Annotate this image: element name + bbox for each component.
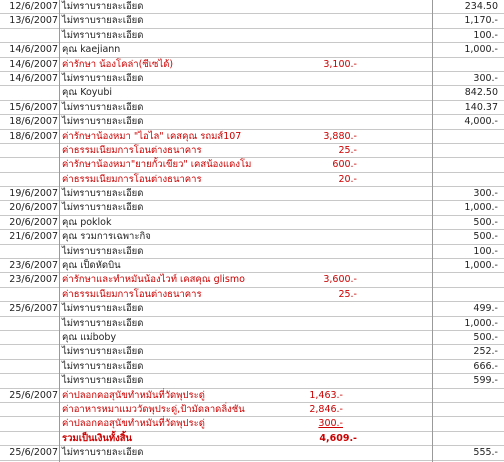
table-row [0,86,504,100]
income-amount-cell: 300.- [473,188,498,200]
description-cell: ค่ารักษาน้องหมา"ยายกั้วเขียว" เคสน้องแดงโม [62,159,252,171]
description-cell: ไม่ทราบรายละเอียด [62,101,144,113]
expense-amount-cell: 20.- [338,173,357,185]
income-amount-cell: 500.- [473,331,498,343]
description-cell: ไม่ทราบรายละเอียด [62,447,144,459]
income-amount-cell: 842.50 [464,87,498,99]
income-amount-cell: 100.- [473,245,498,257]
table-row [0,245,504,259]
description-cell: ค่าปลอกคอสุนัขทำหมันที่วัดพุประดู่ [62,389,205,401]
table-row [0,144,504,158]
table-row [0,115,504,129]
description-cell: คุณ Koyubi [62,87,113,99]
description-cell: คุณ รวมการเฉพาะกิจ [62,231,151,243]
description-cell: ไม่ทราบรายละเอียด [62,202,144,214]
income-amount-cell: 1,000.- [464,317,498,329]
amount-column-divider [432,0,433,462]
table-row [0,259,504,273]
date-cell: 20/6/2007 [9,202,58,214]
table-row [0,374,504,388]
description-cell: ค่ารักษาน้องหมา "ไอไล" เคสคุณ รถมส์107 [62,130,242,142]
income-amount-cell: 599.- [473,375,498,387]
table-row [0,345,504,359]
table-row [0,288,504,302]
date-cell: 25/6/2007 [9,389,58,401]
income-amount-cell: 1,000.- [464,44,498,56]
date-cell: 12/6/2007 [9,1,58,12]
description-cell: ค่าปลอกคอสุนัขทำหมันที่วัดพุประดู่ [62,418,205,430]
date-cell: 23/6/2007 [9,260,58,272]
description-cell: คุณ kaejiann [62,44,121,56]
table-row [0,446,504,460]
description-cell: ไม่ทราบรายละเอียด [62,317,144,329]
income-amount-cell: 499.- [473,303,498,315]
description-cell: ไม่ทราบรายละเอียด [62,29,144,41]
table-row [0,72,504,86]
income-amount-cell: 140.37 [464,101,498,113]
expense-amount-cell: 3,600.- [323,274,357,286]
table-row [0,201,504,215]
description-cell: ค่าธรรมเนียมการโอนต่างธนาคาร [62,288,202,300]
expense-amount-cell: 25.- [338,288,357,300]
table-row [0,302,504,316]
income-amount-cell: 1,000.- [464,260,498,272]
table-row [0,58,504,72]
table-row [0,0,504,14]
table-row [0,29,504,43]
table-row [0,403,504,417]
table-row [0,331,504,345]
date-cell: 19/6/2007 [9,188,58,200]
expense-amount-cell: 600.- [332,159,357,171]
table-row [0,187,504,201]
date-cell: 18/6/2007 [9,116,58,128]
description-cell: ไม่ทราบรายละเอียด [62,375,144,387]
description-cell: ไม่ทราบรายละเอียด [62,188,144,200]
description-cell: ไม่ทราบรายละเอียด [62,245,144,257]
description-cell: ค่าธรรมเนียมการโอนต่างธนาคาร [62,173,202,185]
description-cell: ไม่ทราบรายละเอียด [62,303,144,315]
expense-amount-cell: 3,880.- [323,130,357,142]
description-cell: ไม่ทราบรายละเอียด [62,116,144,128]
table-row [0,230,504,244]
income-amount-cell: 1,170.- [464,15,498,27]
date-cell: 21/6/2007 [9,231,58,243]
table-row [0,273,504,287]
income-amount-cell: 300.- [473,72,498,84]
date-cell: 14/6/2007 [9,58,58,70]
income-amount-cell: 555.- [473,447,498,459]
income-amount-cell: 252.- [473,346,498,358]
income-amount-cell: 666.- [473,360,498,372]
date-column-divider [59,0,60,462]
date-cell: 18/6/2007 [9,130,58,142]
table-row [0,389,504,403]
table-row [0,14,504,28]
date-cell: 13/6/2007 [9,15,58,27]
date-cell: 25/6/2007 [9,303,58,315]
description-cell: คุณ poklok [62,216,112,228]
sub-amount-cell: 300.- [318,418,343,430]
expense-amount-cell: 3,100.- [323,58,357,70]
description-cell: ไม่ทราบรายละเอียด [62,15,144,27]
description-cell: คุณ แม่boby [62,331,117,343]
income-amount-cell: 500.- [473,231,498,243]
expense-amount-cell: 4,609.- [319,432,357,444]
date-cell: 14/6/2007 [9,44,58,56]
income-amount-cell: 100.- [473,29,498,41]
table-row [0,360,504,374]
income-amount-cell: 4,000.- [464,116,498,128]
description-cell: ไม่ทราบรายละเอียด [62,1,144,12]
income-amount-cell: 500.- [473,216,498,228]
description-cell: ค่าอาหารหมาแมววัดพุประดู่,ป้ามัดลาดลิ่งชัน [62,403,245,415]
table-row [0,43,504,57]
income-amount-cell: 234.50 [464,1,498,12]
description-cell: ไม่ทราบรายละเอียด [62,360,144,372]
description-cell: ค่าธรรมเนียมการโอนต่างธนาคาร [62,144,202,156]
description-cell: รวมเป็นเงินทั้งสิ้น [62,432,133,444]
table-row [0,432,504,446]
date-cell: 15/6/2007 [9,101,58,113]
sub-amount-cell: 1,463.- [309,389,343,401]
table-row [0,417,504,431]
description-cell: ค่ารักษาและทำหมันน้องไวท์ เคสคุณ glismo [62,274,245,286]
table-row [0,216,504,230]
table-row [0,101,504,115]
description-cell: คุณ เป็ดหัดบิน [62,260,121,272]
description-cell: ไม่ทราบรายละเอียด [62,72,144,84]
income-amount-cell: 1,000.- [464,202,498,214]
description-cell: ไม่ทราบรายละเอียด [62,346,144,358]
description-cell: ค่ารักษา น้องโคล่า(ซีเซได้) [62,58,174,70]
date-cell: 20/6/2007 [9,216,58,228]
date-cell: 14/6/2007 [9,72,58,84]
sub-amount-cell: 2,846.- [309,403,343,415]
table-row [0,158,504,172]
date-cell: 25/6/2007 [9,447,58,459]
table-row [0,173,504,187]
expense-amount-cell: 25.- [338,144,357,156]
table-row [0,317,504,331]
date-cell: 23/6/2007 [9,274,58,286]
table-row [0,130,504,144]
